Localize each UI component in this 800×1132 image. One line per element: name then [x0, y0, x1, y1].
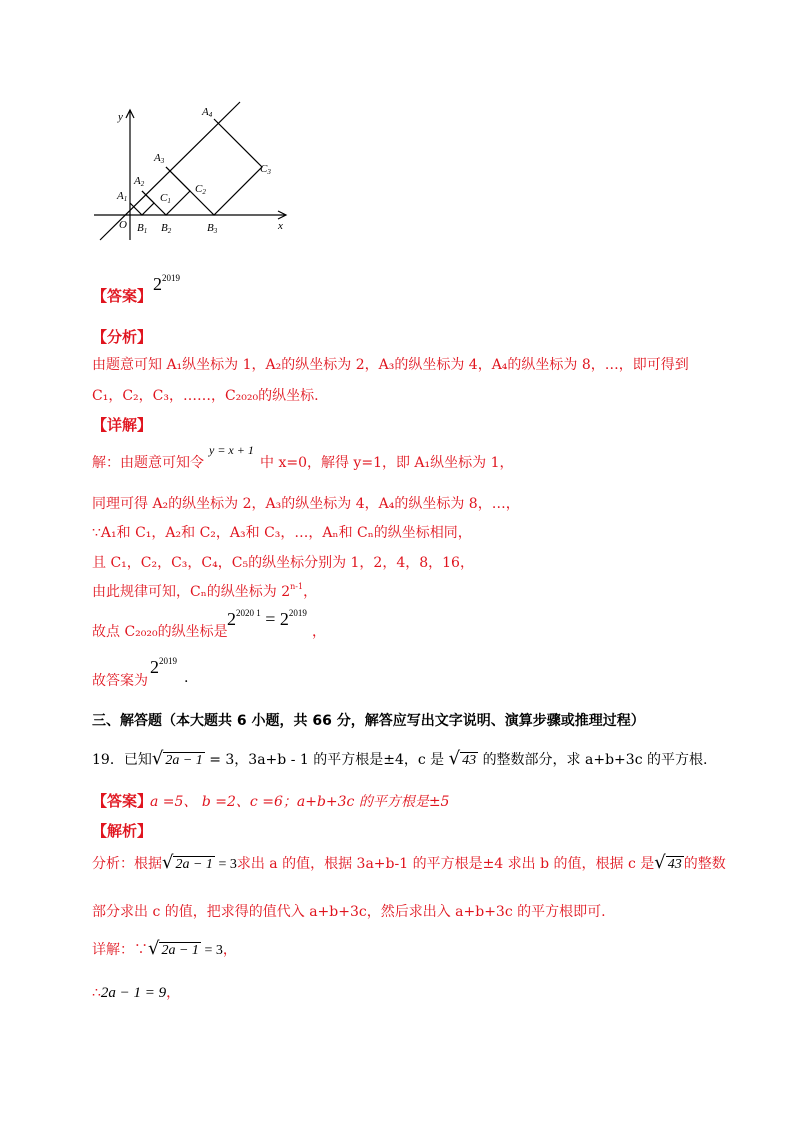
detail-formula-1: y = x + 1 [209, 443, 254, 457]
svg-text:C1: C1 [160, 192, 171, 205]
svg-text:B1: B1 [137, 222, 148, 235]
detail-tag: 【详解】 [92, 416, 153, 434]
svg-text:O: O [119, 219, 127, 231]
svg-text:A1: A1 [117, 190, 128, 203]
analysis-tag: 【分析】 [92, 328, 153, 346]
analysis-line-1: 由题意可知 A₁纵坐标为 1，A₂的纵坐标为 2，A₃的纵坐标为 4，A₄的纵坐标为 8，…，即可得到 [92, 357, 689, 373]
section-heading: 三、解答题（本大题共 6 小题，共 66 分，解答应写出文字说明、演算步骤或推理过程） [92, 713, 645, 729]
svg-text:y: y [118, 111, 123, 123]
q19-stem: 19．已知√ 2a − 1 = 3，3a+b - 1 的平方根是±4，c 是 √ 43 的整数部分，求 a+b+3c 的平方根. [92, 748, 708, 769]
analysis-line-2: C₁，C₂，C₃，……，C₂₀₂₀的纵坐标. [92, 388, 319, 404]
detail-line-7-post: . [184, 670, 189, 686]
svg-text:C2: C2 [195, 183, 206, 196]
svg-text:A3: A3 [154, 152, 165, 165]
detail-line-6: 故点 C₂₀₂₀的纵坐标是 [92, 624, 228, 640]
detail-formula-7: $2^{2019}$ [150, 656, 177, 677]
detail-line-1: 解：由题意可知令 [92, 455, 204, 471]
svg-text:B3: B3 [207, 222, 218, 235]
detail-line-6-post: ， [312, 624, 326, 640]
answer-tag: 【答案】 [92, 287, 153, 305]
answer-value: $2^{2019}$ [153, 273, 180, 294]
svg-text:x: x [278, 220, 283, 232]
svg-text:B2: B2 [161, 222, 172, 235]
detail-line-7: 故答案为 [92, 673, 148, 689]
geometry-figure [92, 100, 292, 245]
detail-line-5: 由此规律可知，Cₙ的纵坐标为 2$^{n-1}$， [92, 582, 318, 600]
detail-formula-6: $2^{2020 1} = 2^{2019}$ [227, 608, 307, 629]
svg-text:A2: A2 [134, 175, 145, 188]
detail-line-2: 同理可得 A₂的纵坐标为 2，A₃的纵坐标为 4，A₄的纵坐标为 8，…， [92, 496, 520, 512]
svg-text:A4: A4 [202, 106, 213, 119]
detail-line-4: 且 C₁，C₂，C₃，C₄，C₅的纵坐标分别为 1，2，4，8，16， [92, 555, 474, 571]
svg-text:C3: C3 [260, 163, 271, 176]
q19-detail-line-2: ∴2a − 1 = 9， [92, 985, 181, 1001]
q19-detail-line-1: 详解：∵√ 2a − 1 = 3， [92, 938, 237, 959]
q19-answer-text: a =5、 b =2、c =6；a+b+3c 的平方根是±5 [150, 794, 450, 810]
detail-line-1-post: 中 x=0，解得 y=1，即 A₁纵坐标为 1， [260, 455, 514, 471]
square-1 [130, 191, 154, 215]
detail-line-3: ∵A₁和 C₁，A₂和 C₂，A₃和 C₃，…，Aₙ和 Cₙ的纵坐标相同， [92, 525, 472, 541]
q19-analysis-line-1: 分析：根据√ 2a − 1 = 3求出 a 的值，根据 3a+b-1 的平方根是±4 求出 b 的值，根据 c 是√ 43 的整数 [92, 852, 726, 873]
q19-analysis-tag: 【解析】 [92, 822, 153, 840]
q19-answer-tag: 【答案】 [92, 792, 153, 810]
q19-analysis-line-2: 部分求出 c 的值，把求得的值代入 a+b+3c，然后求出入 a+b+3c 的平方根即可. [92, 904, 606, 920]
